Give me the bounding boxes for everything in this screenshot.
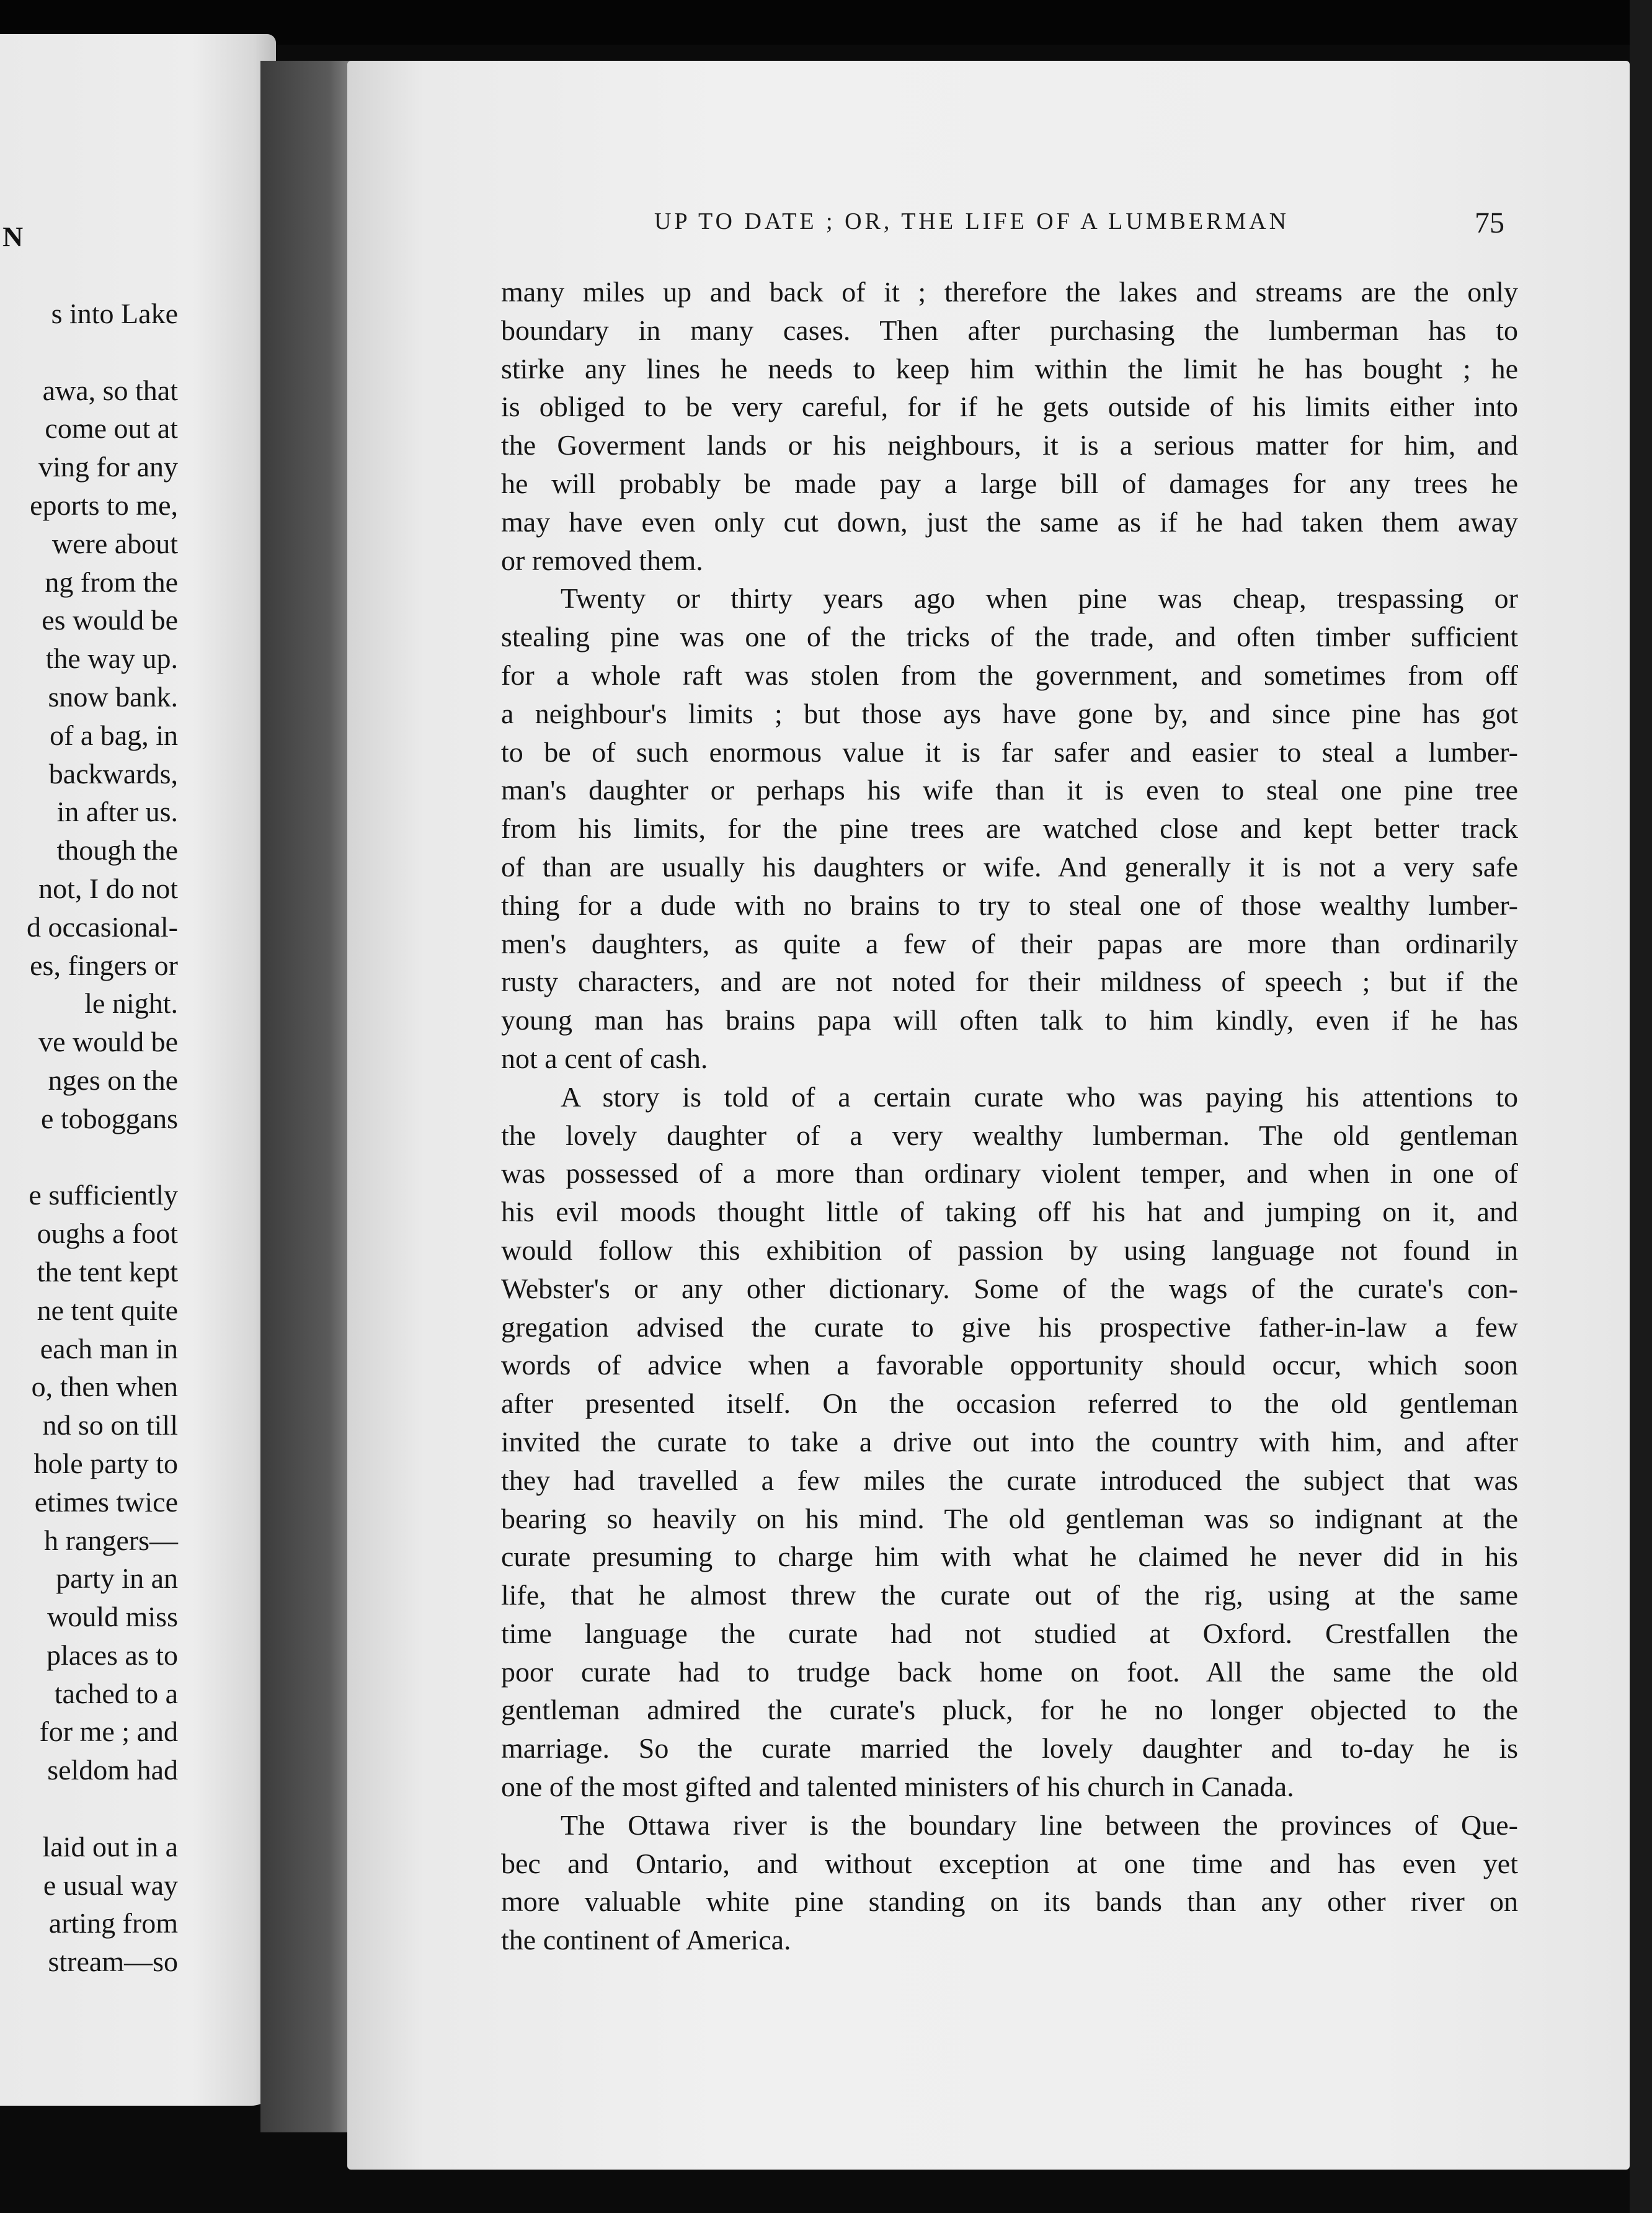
left-page-line: come out at: [45, 412, 178, 445]
left-page-line: ving for any: [38, 451, 178, 483]
body-text-line: was possessed of a more than ordinary violent temper, and when in one of: [501, 1157, 1518, 1190]
left-page-line: the way up.: [45, 643, 178, 675]
body-text-line: is obliged to be very careful, for if he gets outside of his limits either into: [501, 391, 1518, 423]
left-page-line: le night.: [84, 987, 178, 1020]
left-page-line: snow bank.: [48, 680, 178, 713]
left-page-line: ve would be: [38, 1026, 178, 1058]
left-page-line: etimes twice: [34, 1485, 178, 1518]
body-text-line: or removed them.: [501, 544, 703, 576]
left-page-line: [0, 333, 178, 372]
body-text-line: time language the curate had not studied at Oxford. Crestfallen the: [501, 1617, 1518, 1649]
body-text-line: Twenty or thirty years ago when pine was cheap, trespassing or: [561, 582, 1518, 615]
body-text-line: they had travelled a few miles the curate introduced the subject that was: [501, 1464, 1518, 1496]
body-text-line: invited the curate to take a drive out into the country with him, and after: [501, 1425, 1518, 1458]
body-text-line: he will probably be made pay a large bill of damages for any trees he: [501, 467, 1518, 499]
left-page-line: ne tent quite: [37, 1294, 178, 1326]
body-text-line: his evil moods thought little of taking off his hat and jumping on it, and: [501, 1196, 1518, 1228]
body-text-line: rusty characters, and are not noted for their mildness of speech ; but if the: [501, 966, 1518, 998]
body-text-line: gregation advised the curate to give his prospective father-in-law a few: [501, 1311, 1518, 1343]
left-page-line: each man in: [40, 1332, 178, 1365]
left-page-line: oughs a foot: [37, 1218, 178, 1250]
body-text-line: man's daughter or perhaps his wife than it is even to steal one pine tree: [501, 774, 1518, 806]
left-page-line: stream—so: [48, 1946, 178, 1978]
page-body-text: [501, 273, 1518, 1959]
body-text-line: may have even only cut down, just the same as if he had taken them away: [501, 505, 1518, 538]
body-text-line: poor curate had to trudge back home on foot. All the same the old: [501, 1655, 1518, 1688]
body-text-line: The Ottawa river is the boundary line between the provinces of Que-: [561, 1809, 1518, 1841]
left-page-line: eports to me,: [30, 489, 178, 521]
body-text-line: a neighbour's limits ; but those ays have gone by, and since pine has got: [501, 697, 1518, 729]
body-text-line: for a whole raft was stolen from the government, and sometimes from off: [501, 659, 1518, 691]
page-number: 75: [1475, 207, 1504, 239]
body-text-line: after presented itself. On the occasion referred to the old gentleman: [501, 1387, 1518, 1420]
left-page-line: [0, 1138, 178, 1177]
body-text-line: curate presuming to charge him with what he claimed he never did in his: [501, 1541, 1518, 1573]
body-text-line: the lovely daughter of a very wealthy lumberman. The old gentleman: [501, 1119, 1518, 1151]
body-text-line: A story is told of a certain curate who was paying his attentions to: [561, 1080, 1518, 1113]
body-text-line: thing for a dude with no brains to try to steal one of those wealthy lumber-: [501, 889, 1518, 921]
left-page-line: the tent kept: [37, 1255, 178, 1288]
body-text-line: boundary in many cases. Then after purchasing the lumberman has to: [501, 314, 1518, 346]
left-page-line: es, fingers or: [30, 949, 178, 981]
body-text-line: from his limits, for the pine trees are watched close and kept better track: [501, 813, 1518, 845]
left-page-line: places as to: [46, 1639, 178, 1671]
left-page-line: e toboggans: [40, 1102, 178, 1134]
body-text-line: more valuable white pine standing on its bands than any other river on: [501, 1886, 1518, 1918]
left-page-line: backwards,: [48, 757, 178, 790]
body-text-line: men's daughters, as quite a few of their papas are more than ordinarily: [501, 927, 1518, 960]
left-page-line: in after us.: [56, 796, 178, 828]
body-text-line: would follow this exhibition of passion by using language not found in: [501, 1234, 1518, 1266]
body-text-line: the Goverment lands or his neighbours, it is a serious matter for him, and: [501, 429, 1518, 461]
left-page-line: nges on the: [48, 1064, 178, 1096]
body-text-line: life, that he almost threw the curate out of the rig, using at the same: [501, 1579, 1518, 1611]
left-page-line: were about: [51, 527, 178, 559]
scan-background-right: [1630, 0, 1652, 2213]
body-text-line: bearing so heavily on his mind. The old gentleman was so indignant at the: [501, 1502, 1518, 1534]
left-page-line: laid out in a: [42, 1830, 178, 1863]
left-page-line: o, then when: [31, 1371, 178, 1403]
left-page-line: though the: [56, 834, 178, 866]
left-page-line: nd so on till: [42, 1409, 178, 1441]
body-text-line: words of advice when a favorable opportunity should occur, which soon: [501, 1349, 1518, 1381]
body-text-line: one of the most gifted and talented ministers of his church in Canada.: [501, 1771, 1294, 1803]
left-page-text: [0, 295, 178, 1981]
body-text-line: to be of such enormous value it is far safer and easier to steal a lumber-: [501, 736, 1518, 768]
body-text-line: Webster's or any other dictionary. Some of the wags of the curate's con-: [501, 1272, 1518, 1304]
left-page-line: h rangers—: [44, 1524, 178, 1556]
left-page-line: [0, 1789, 178, 1828]
body-text-line: marriage. So the curate married the lovely daughter and to-day he is: [501, 1732, 1518, 1765]
left-page-line: d occasional-: [27, 911, 178, 943]
left-page-line: not, I do not: [38, 872, 178, 904]
left-page-line: would miss: [47, 1601, 178, 1633]
body-text-line: many miles up and back of it ; therefore the lakes and streams are the only: [501, 276, 1518, 308]
left-page-running-head: N: [2, 221, 24, 252]
body-text-line: stirke any lines he needs to keep him within the limit he has bought ; he: [501, 352, 1518, 385]
body-text-line: young man has brains papa will often talk to him kindly, even if he has: [501, 1004, 1518, 1036]
left-page-line: tached to a: [54, 1677, 178, 1709]
left-facing-page: [0, 34, 276, 2106]
left-page-line: hole party to: [33, 1447, 178, 1479]
left-page-line: es would be: [42, 604, 178, 636]
left-page-line: party in an: [56, 1562, 178, 1595]
left-page-line: seldom had: [47, 1754, 178, 1786]
left-page-line: for me ; and: [39, 1716, 178, 1748]
left-page-line: ng from the: [45, 566, 178, 598]
left-page-line: of a bag, in: [50, 719, 178, 751]
body-text-line: of than are usually his daughters or wife. And generally it is not a very safe: [501, 850, 1518, 883]
left-page-line: s into Lake: [51, 298, 178, 329]
left-page-line: arting from: [48, 1907, 178, 1939]
left-page-line: e usual way: [43, 1869, 178, 1901]
left-page-line: e sufficiently: [29, 1179, 178, 1211]
body-text-line: stealing pine was one of the tricks of the trade, and often timber sufficient: [501, 621, 1518, 653]
running-head: UP TO DATE ; OR, THE LIFE OF A LUMBERMAN: [654, 208, 1290, 234]
body-text-line: the continent of America.: [501, 1924, 791, 1956]
left-page-line: awa, so that: [42, 374, 178, 406]
body-text-line: bec and Ontario, and without exception at one time and has even yet: [501, 1847, 1518, 1879]
body-text-line: not a cent of cash.: [501, 1042, 708, 1074]
body-text-line: gentleman admired the curate's pluck, for he no longer objected to the: [501, 1694, 1518, 1726]
